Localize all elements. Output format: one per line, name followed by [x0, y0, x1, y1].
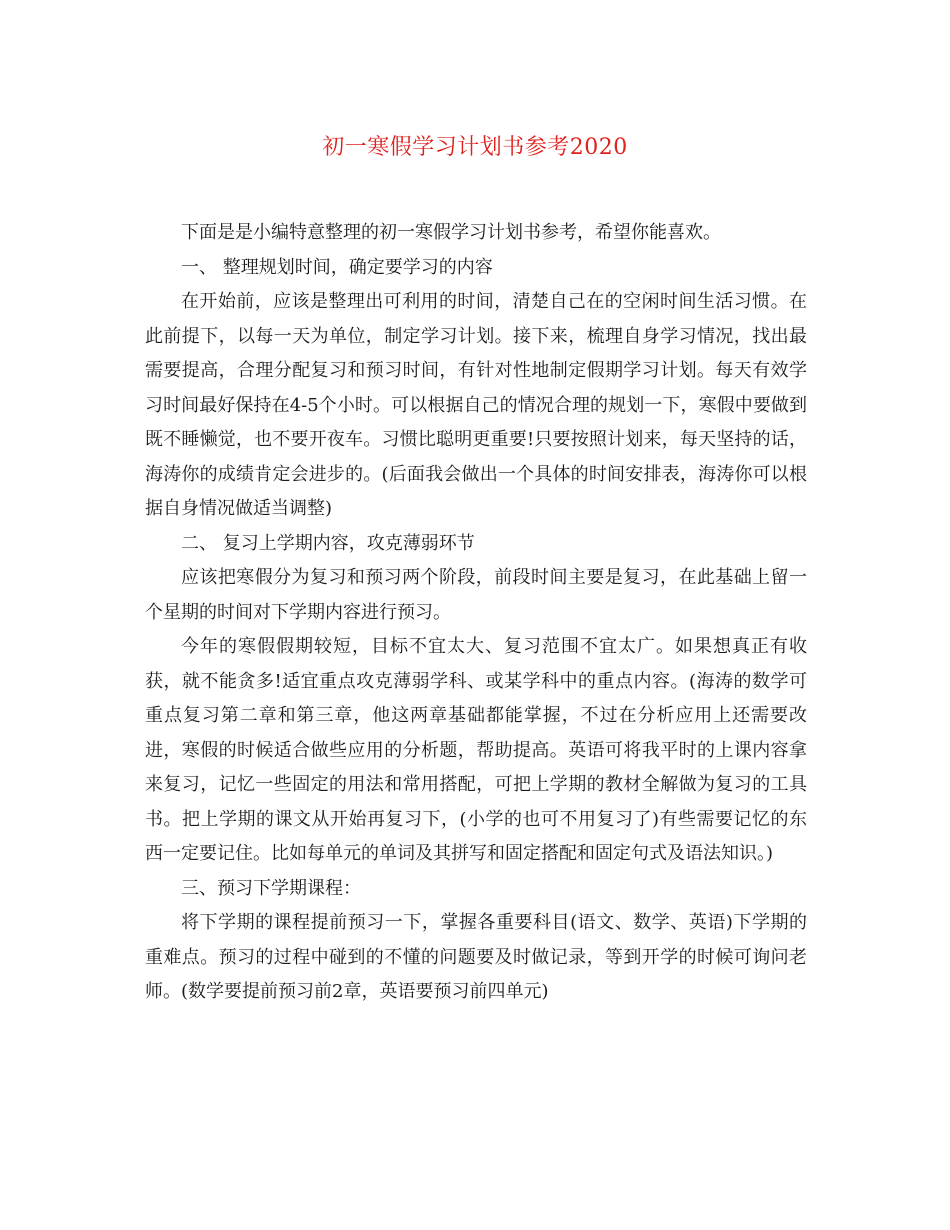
- document-title: 初一寒假学习计划书参考2020: [322, 135, 628, 160]
- section-3-paragraph: 将下学期的课程提前预习一下，掌握各重要科目(语文、数学、英语)下学期的重难点。预习的过程中碰到的不懂的问题要及时做记录，等到开学的时候可询问老师。(数学要提前预习前2章，英语要预习前四单元): [145, 912, 807, 1002]
- section-2-paragraph-1: 应该把寒假分为复习和预习两个阶段，前段时间主要是复习，在此基础上留一个星期的时间对下学期内容进行预习。: [145, 567, 807, 623]
- section-heading-2: 二、 复习上学期内容，攻克薄弱环节: [181, 532, 475, 554]
- section-heading-1: 一、 整理规划时间，确定要学习的内容: [181, 256, 493, 278]
- intro-paragraph: 下面是是小编特意整理的初一寒假学习计划书参考，希望你能喜欢。: [181, 222, 721, 243]
- section-1-paragraph: 在开始前，应该是整理出可利用的时间，清楚自己在的空闲时间生活习惯。在此前提下，以每一天为单位，制定学习计划。接下来，梳理自身学习情况，找出最需要提高，合理分配复习和预习时间，有针对性地制定假期学习计划。每天有效学习时间最好保持在4-5个小时。可以根据自己的情况合理的规划一下，寒假中要做到既不睡懒觉，也不要开夜车。习惯比聪明更重要!只要按照计划来，每天坚持的话，海涛你的成绩肯定会进步的。(后面我会做出一个具体的时间安排表，海涛你可以根据自身情况做适当调整): [145, 291, 807, 519]
- document-body: [145, 216, 807, 1010]
- section-heading-3: 三、预习下学期课程：: [181, 877, 361, 899]
- section-2-paragraph-2: 今年的寒假假期较短，目标不宜太大、复习范围不宜太广。如果想真正有收获，就不能贪多!适宜重点攻克薄弱学科、或某学科中的重点内容。(海涛的数学可重点复习第二章和第三章，他这两章基础都能掌握，不过在分析应用上还需要改进，寒假的时候适合做些应用的分析题，帮助提高。英语可将我平时的上课内容拿来复习，记忆一些固定的用法和常用搭配，可把上学期的教材全解做为复习的工具书。把上学期的课文从开始再复习下，(小学的也可不用复习了)有些需要记忆的东西一定要记住。比如每单元的单词及其拼写和固定搭配和固定句式及语法知识。): [145, 636, 807, 864]
